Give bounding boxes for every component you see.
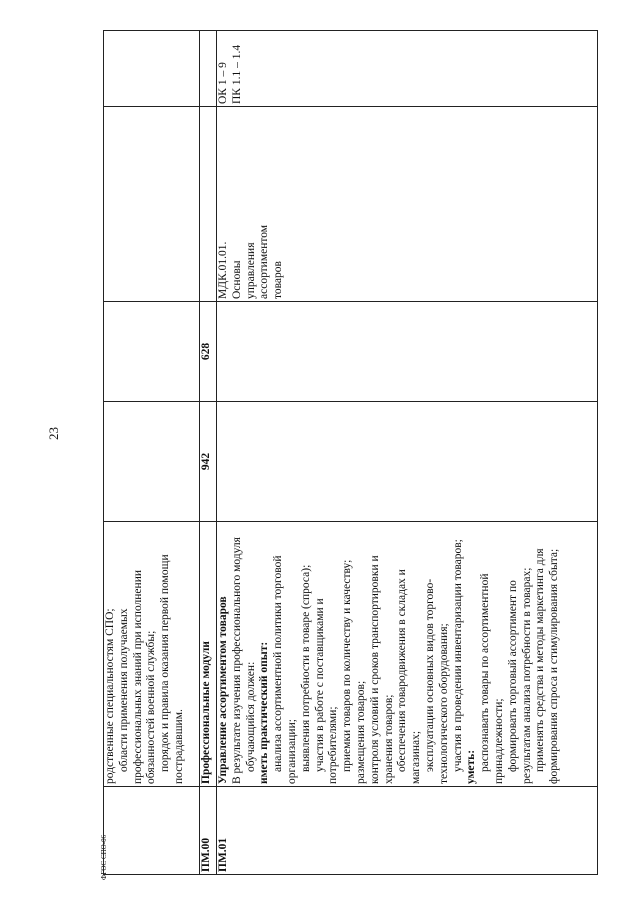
top-text-line: родственные специальностям СПО;: [104, 608, 116, 784]
top-text-line: профессиональных знаний при исполнении: [131, 569, 144, 784]
practice-heading: иметь практический опыт:: [258, 641, 271, 784]
curriculum-table: [103, 30, 598, 875]
practice-line: контроля условий и сроков транспортировки и: [368, 555, 381, 784]
top-text-line: обязанностей военной службы;: [145, 630, 158, 784]
pm01-mdk: МДК.01.01. Основы управления ассортиментом товаров: [217, 107, 598, 302]
practice-line: приемки товаров по количеству и качеству;: [341, 559, 354, 772]
top-text-line: порядок и правила оказания первой помощи: [159, 554, 172, 772]
practice-line: потребителями;: [327, 706, 340, 784]
pm01-description: [217, 522, 598, 787]
skills-heading: уметь:: [465, 749, 478, 784]
table-row-pm00: [200, 31, 217, 875]
pm01-competencies: ОК 1 – 9 ПК 1.1 – 1.4: [217, 31, 598, 107]
pm00-hours-class: 628: [200, 302, 217, 402]
practice-line: участия в работе с поставщиками и: [313, 598, 326, 772]
skills-line: результатам анализа потребности в товарах;: [520, 567, 533, 784]
practice-line: участия в проведении инвентаризации товаров;: [451, 539, 464, 772]
skills-line: формировать торговый ассортимент по: [506, 580, 519, 772]
skills-line: принадлежности;: [492, 698, 505, 784]
practice-line: хранения товаров;: [382, 694, 395, 784]
top-text-line: пострадавшим.: [172, 709, 185, 784]
cell-top-text: [104, 522, 200, 787]
rotated-table-container: [103, 30, 598, 875]
practice-line: размещения товаров;: [354, 680, 367, 784]
practice-line: эксплуатации основных видов торгово-: [423, 578, 436, 772]
practice-line: обеспечения товародвижения в складах и: [396, 569, 409, 772]
pm01-intro: обучающийся должен:: [244, 661, 257, 772]
practice-line: магазинах;: [410, 730, 423, 784]
pm01-index: ПМ.01: [217, 787, 598, 875]
skills-line: распознавать товары по ассортиментной: [479, 573, 492, 772]
footer-code: ФГОС СПО-06: [100, 834, 108, 880]
pm00-title: Профессиональные модули: [200, 522, 217, 787]
pm00-hours-max: 942: [200, 402, 217, 522]
practice-line: анализа ассортиментной политики торговой: [272, 555, 285, 772]
pm00-index: ПМ.00: [200, 787, 217, 875]
table-row-pm01: [217, 31, 598, 875]
skills-line: применять средства и методы маркетинга для: [534, 548, 547, 772]
skills-line: формирования спроса и стимулирования сбыта;: [548, 548, 561, 784]
pm01-intro: В результате изучения профессионального модуля: [230, 537, 243, 784]
practice-line: технологического оборудования;: [437, 623, 450, 784]
pm01-title: Управление ассортиментом товаров: [217, 596, 229, 784]
top-text-line: области применения получаемых: [117, 608, 130, 772]
practice-line: организации;: [285, 719, 298, 784]
cell-index-empty: [104, 787, 200, 875]
practice-line: выявления потребности в товаре (спроса);: [299, 564, 312, 772]
page-number: 23: [46, 427, 61, 440]
table-row-continuation: [104, 31, 200, 875]
